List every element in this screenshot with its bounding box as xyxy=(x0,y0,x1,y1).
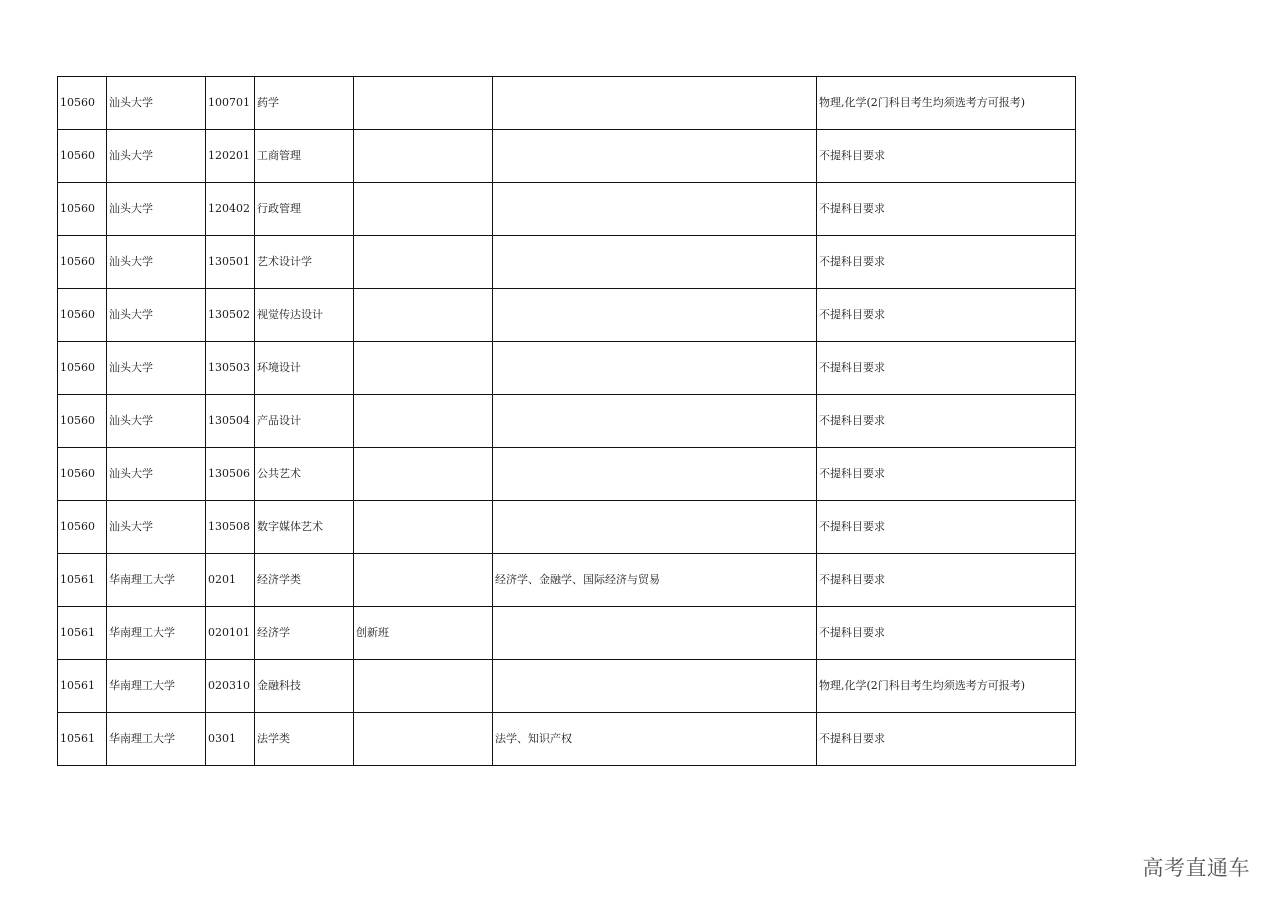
table-row xyxy=(58,607,1076,660)
subject-requirement-cell: 不提科目要求 xyxy=(817,289,1076,342)
note-cell xyxy=(354,289,493,342)
school-code-cell: 10561 xyxy=(58,554,107,607)
table-body xyxy=(58,77,1076,766)
major-name-cell: 金融科技 xyxy=(255,660,354,713)
table-row xyxy=(58,77,1076,130)
note-cell xyxy=(354,448,493,501)
includes-cell xyxy=(493,289,817,342)
includes-cell xyxy=(493,130,817,183)
note-cell xyxy=(354,183,493,236)
major-name-cell: 公共艺术 xyxy=(255,448,354,501)
major-code-cell: 130508 xyxy=(206,501,255,554)
school-name-cell: 汕头大学 xyxy=(107,395,206,448)
subject-requirement-cell: 不提科目要求 xyxy=(817,342,1076,395)
note-cell: 创新班 xyxy=(354,607,493,660)
subject-requirement-cell: 不提科目要求 xyxy=(817,448,1076,501)
note-cell xyxy=(354,342,493,395)
school-code-cell: 10561 xyxy=(58,607,107,660)
table-row xyxy=(58,713,1076,766)
includes-cell xyxy=(493,501,817,554)
note-cell xyxy=(354,713,493,766)
school-code-cell: 10560 xyxy=(58,130,107,183)
major-code-cell: 020310 xyxy=(206,660,255,713)
note-cell xyxy=(354,236,493,289)
major-code-cell: 120201 xyxy=(206,130,255,183)
watermark: 高考直通车 xyxy=(1142,856,1250,880)
note-cell xyxy=(354,77,493,130)
school-code-cell: 10560 xyxy=(58,77,107,130)
includes-cell xyxy=(493,395,817,448)
major-code-cell: 130501 xyxy=(206,236,255,289)
subject-requirement-cell: 不提科目要求 xyxy=(817,713,1076,766)
table-row xyxy=(58,289,1076,342)
school-name-cell: 汕头大学 xyxy=(107,289,206,342)
enrollment-table xyxy=(57,76,1076,766)
subject-requirement-cell: 不提科目要求 xyxy=(817,236,1076,289)
major-name-cell: 艺术设计学 xyxy=(255,236,354,289)
subject-requirement-cell: 不提科目要求 xyxy=(817,183,1076,236)
major-name-cell: 产品设计 xyxy=(255,395,354,448)
school-code-cell: 10561 xyxy=(58,713,107,766)
includes-cell xyxy=(493,660,817,713)
includes-cell: 经济学、金融学、国际经济与贸易 xyxy=(493,554,817,607)
school-code-cell: 10560 xyxy=(58,501,107,554)
school-code-cell: 10561 xyxy=(58,660,107,713)
table-row xyxy=(58,501,1076,554)
major-code-cell: 130502 xyxy=(206,289,255,342)
major-name-cell: 药学 xyxy=(255,77,354,130)
table-row xyxy=(58,448,1076,501)
subject-requirement-cell: 不提科目要求 xyxy=(817,501,1076,554)
school-name-cell: 汕头大学 xyxy=(107,342,206,395)
major-code-cell: 130503 xyxy=(206,342,255,395)
table-row xyxy=(58,554,1076,607)
table-row xyxy=(58,342,1076,395)
major-name-cell: 视觉传达设计 xyxy=(255,289,354,342)
school-name-cell: 华南理工大学 xyxy=(107,660,206,713)
subject-requirement-cell: 不提科目要求 xyxy=(817,395,1076,448)
note-cell xyxy=(354,501,493,554)
school-name-cell: 汕头大学 xyxy=(107,501,206,554)
school-name-cell: 汕头大学 xyxy=(107,130,206,183)
table-row xyxy=(58,236,1076,289)
includes-cell xyxy=(493,448,817,501)
major-name-cell: 法学类 xyxy=(255,713,354,766)
school-name-cell: 汕头大学 xyxy=(107,77,206,130)
includes-cell xyxy=(493,342,817,395)
subject-requirement-cell: 不提科目要求 xyxy=(817,554,1076,607)
major-name-cell: 经济学 xyxy=(255,607,354,660)
major-name-cell: 数字媒体艺术 xyxy=(255,501,354,554)
subject-requirement-cell: 不提科目要求 xyxy=(817,607,1076,660)
major-name-cell: 经济学类 xyxy=(255,554,354,607)
school-name-cell: 华南理工大学 xyxy=(107,554,206,607)
includes-cell xyxy=(493,77,817,130)
includes-cell xyxy=(493,236,817,289)
school-code-cell: 10560 xyxy=(58,448,107,501)
major-code-cell: 130506 xyxy=(206,448,255,501)
major-code-cell: 100701 xyxy=(206,77,255,130)
note-cell xyxy=(354,554,493,607)
note-cell xyxy=(354,395,493,448)
major-code-cell: 120402 xyxy=(206,183,255,236)
major-code-cell: 0201 xyxy=(206,554,255,607)
school-code-cell: 10560 xyxy=(58,183,107,236)
school-name-cell: 华南理工大学 xyxy=(107,713,206,766)
note-cell xyxy=(354,130,493,183)
school-code-cell: 10560 xyxy=(58,289,107,342)
table-row xyxy=(58,130,1076,183)
note-cell xyxy=(354,660,493,713)
major-code-cell: 020101 xyxy=(206,607,255,660)
subject-requirement-cell: 不提科目要求 xyxy=(817,130,1076,183)
school-code-cell: 10560 xyxy=(58,236,107,289)
includes-cell xyxy=(493,183,817,236)
major-code-cell: 130504 xyxy=(206,395,255,448)
includes-cell xyxy=(493,607,817,660)
major-name-cell: 行政管理 xyxy=(255,183,354,236)
school-code-cell: 10560 xyxy=(58,395,107,448)
school-name-cell: 华南理工大学 xyxy=(107,607,206,660)
major-name-cell: 环境设计 xyxy=(255,342,354,395)
subject-requirement-cell: 物理,化学(2门科目考生均须选考方可报考) xyxy=(817,77,1076,130)
includes-cell: 法学、知识产权 xyxy=(493,713,817,766)
school-name-cell: 汕头大学 xyxy=(107,236,206,289)
table-row xyxy=(58,183,1076,236)
subject-requirement-cell: 物理,化学(2门科目考生均须选考方可报考) xyxy=(817,660,1076,713)
major-code-cell: 0301 xyxy=(206,713,255,766)
table-row xyxy=(58,395,1076,448)
table-row xyxy=(58,660,1076,713)
major-name-cell: 工商管理 xyxy=(255,130,354,183)
school-name-cell: 汕头大学 xyxy=(107,183,206,236)
school-name-cell: 汕头大学 xyxy=(107,448,206,501)
school-code-cell: 10560 xyxy=(58,342,107,395)
